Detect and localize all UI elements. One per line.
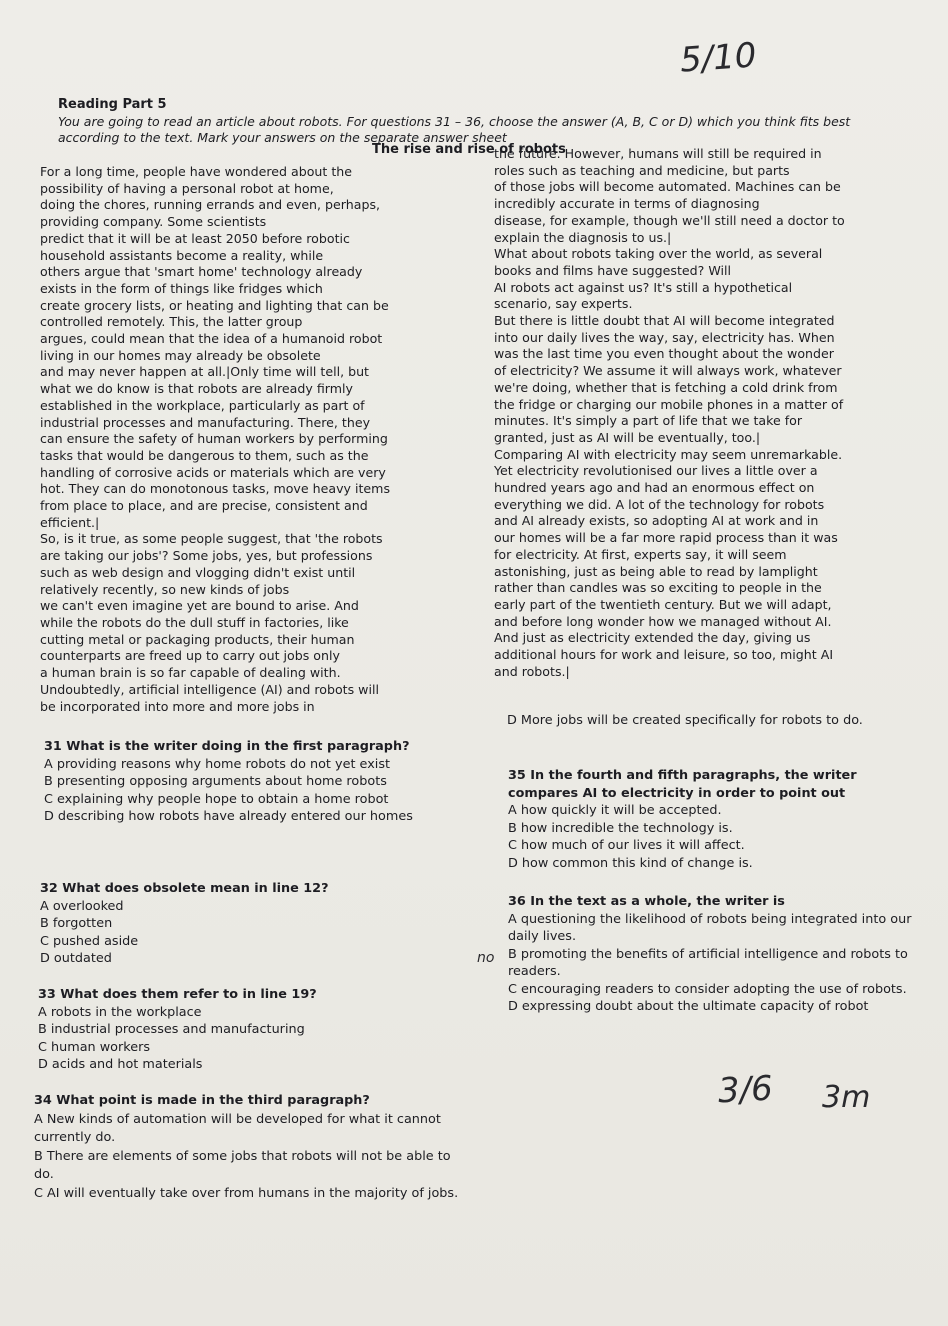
article-right-column: [494, 146, 912, 681]
part-title: Reading Part 5: [58, 97, 167, 112]
q33-option-b[interactable]: B industrial processes and manufacturing: [38, 1022, 305, 1037]
question-35: [508, 767, 913, 872]
text-line: tasks that would be dangerous to them, such as the: [40, 447, 369, 463]
q34-option-c[interactable]: C AI will eventually take over from humans in the majority of jobs.: [34, 1185, 459, 1201]
text-line: of electricity? We assume it will always work, whatever: [494, 363, 842, 379]
text-line: early part of the twentieth century. But we will adapt,: [494, 596, 832, 612]
text-line: create grocery lists, or heating and lighting that can be: [40, 297, 389, 313]
text-line: relatively recently, so new kinds of jobs: [40, 581, 290, 597]
q34-option-b[interactable]: B There are elements of some jobs that robots will not be able to do.: [34, 1148, 451, 1182]
q31-option-d[interactable]: D describing how robots have already entered our homes: [44, 809, 413, 824]
text-line: we're doing, whether that is fetching a cold drink from: [494, 379, 838, 395]
text-line: efficient.|: [40, 514, 100, 530]
question-31-stem: 31 What is the writer doing in the first paragraph?: [44, 739, 410, 754]
text-line: such as web design and vlogging didn't exist until: [40, 564, 356, 580]
text-line: And just as electricity extended the day, giving us: [494, 630, 811, 646]
text-line: explain the diagnosis to us.|: [494, 229, 672, 245]
article-left-column: [40, 164, 460, 715]
text-line: counterparts are freed up to carry out jobs only: [40, 648, 340, 664]
q31-option-c[interactable]: C explaining why people hope to obtain a home robot: [44, 791, 389, 807]
question-36: [508, 893, 918, 1016]
text-line: So, is it true, as some people suggest, that 'the robots: [40, 531, 383, 547]
text-line: what we do know is that robots are already firmly: [40, 381, 353, 397]
q34-option-d[interactable]: D More jobs will be created specifically for robots to do.: [507, 713, 863, 728]
text-line: additional hours for work and leisure, so too, might AI: [494, 647, 834, 663]
text-line: of those jobs will become automated. Machines can be: [494, 179, 841, 195]
text-line: we can't even imagine yet are bound to arise. And: [40, 598, 359, 614]
text-line: our homes will be a far more rapid process than it was: [494, 530, 838, 546]
question-34: [34, 1092, 464, 1203]
question-33-stem: 33 What does them refer to in line 19?: [38, 987, 317, 1002]
q36-option-b[interactable]: B promoting the benefits of artificial intelligence and robots to readers.: [508, 946, 908, 979]
q33-option-c[interactable]: C human workers: [38, 1039, 151, 1055]
text-line: are taking our jobs'? Some jobs, yes, but professions: [40, 548, 373, 564]
q31-option-a[interactable]: A providing reasons why home robots do not yet exist: [44, 756, 391, 772]
q34-option-a[interactable]: A New kinds of automation will be developed for what it cannot currently do.: [34, 1111, 441, 1145]
text-line: household assistants become a reality, while: [40, 247, 324, 263]
text-line: living in our homes may already be obsolete: [40, 347, 321, 363]
text-line: roles such as teaching and medicine, but parts: [494, 162, 790, 178]
article-title: The rise and rise of robots: [372, 142, 566, 157]
question-36-stem: 36 In the text as a whole, the writer is: [508, 894, 785, 909]
text-line: controlled remotely. This, the latter group: [40, 314, 303, 330]
text-line: and may never happen at all.|Only time will tell, but: [40, 364, 369, 380]
text-line: from place to place, and are precise, consistent and: [40, 498, 368, 514]
text-line: doing the chores, running errands and even, perhaps,: [40, 197, 381, 213]
text-line: Yet electricity revolutionised our lives a little over a: [494, 463, 818, 479]
text-line: can ensure the safety of human workers by performing: [40, 431, 388, 447]
text-line: AI robots act against us? It's still a hypothetical: [494, 279, 793, 295]
text-line: established in the workplace, particularly as part of: [40, 397, 365, 413]
text-line: into our daily lives the way, say, electricity has. When: [494, 329, 835, 345]
question-32: [40, 880, 460, 968]
q36-option-c[interactable]: C encouraging readers to consider adopting the use of robots.: [508, 981, 907, 997]
text-line: others argue that 'smart home' technology already: [40, 264, 363, 280]
question-32-stem: 32 What does obsolete mean in line 12?: [40, 881, 329, 896]
q33-option-a[interactable]: A robots in the workplace: [38, 1004, 202, 1020]
question-35-stem: 35 In the fourth and fifth paragraphs, the writer compares AI to electricity in order to point out: [508, 768, 857, 801]
text-line: the future. However, humans will still be required in: [494, 146, 822, 161]
text-line: But there is little doubt that AI will become integrated: [494, 313, 835, 329]
q31-option-b[interactable]: B presenting opposing arguments about home robots: [44, 774, 387, 789]
text-line: exists in the form of things like fridges which: [40, 280, 323, 296]
text-line: minutes. It's simply a part of life that we take for: [494, 413, 803, 429]
q36-option-a[interactable]: A questioning the likelihood of robots being integrated into our daily lives.: [508, 911, 912, 944]
q35-option-d[interactable]: D how common this kind of change is.: [508, 855, 753, 871]
q32-option-b[interactable]: B forgotten: [40, 916, 113, 931]
text-line: while the robots do the dull stuff in factories, like: [40, 614, 349, 630]
text-line: and before long wonder how we managed without AI.: [494, 613, 832, 629]
q32-option-a[interactable]: A overlooked: [40, 898, 124, 914]
q32-option-c[interactable]: C pushed aside: [40, 933, 139, 949]
q32-option-d[interactable]: D outdated: [40, 951, 112, 966]
q35-option-c[interactable]: C how much of our lives it will affect.: [508, 838, 745, 853]
question-31: [44, 738, 464, 826]
text-line: incredibly accurate in terms of diagnosing: [494, 196, 760, 212]
text-line: hot. They can do monotonous tasks, move heavy items: [40, 481, 390, 497]
text-line: scenario, say experts.: [494, 296, 633, 312]
text-line: Undoubtedly, artificial intelligence (AI) and robots will: [40, 681, 379, 697]
text-line: for electricity. At first, experts say, it will seem: [494, 546, 787, 562]
q36-option-d[interactable]: D expressing doubt about the ultimate capacity of robot: [508, 999, 869, 1014]
text-line: and AI already exists, so adopting AI at work and in: [494, 513, 819, 529]
handwritten-score-top: 5/10: [678, 35, 758, 81]
text-line: hundred years ago and had an enormous effect on: [494, 480, 815, 496]
q35-option-a[interactable]: A how quickly it will be accepted.: [508, 803, 722, 818]
text-line: argues, could mean that the idea of a humanoid robot: [40, 331, 383, 347]
text-line: providing company. Some scientists: [40, 214, 267, 230]
handwritten-score-bottom: 3/6: [716, 1068, 774, 1112]
question-33: [38, 986, 458, 1074]
text-line: possibility of having a personal robot at home,: [40, 180, 334, 196]
text-line: the fridge or charging our mobile phones in a matter of: [494, 396, 844, 412]
text-line: a human brain is so far capable of dealing with.: [40, 665, 341, 681]
text-line: astonishing, just as being able to read by lamplight: [494, 563, 818, 579]
text-line: For a long time, people have wondered about the: [40, 164, 353, 179]
text-line: cutting metal or packaging products, their human: [40, 631, 355, 647]
text-line: everything we did. A lot of the technology for robots: [494, 496, 825, 512]
text-line: industrial processes and manufacturing. There, they: [40, 414, 371, 430]
text-line: predict that it will be at least 2050 before robotic: [40, 230, 350, 246]
question-34-stem: 34 What point is made in the third paragraph?: [34, 1093, 370, 1108]
text-line: and robots.|: [494, 663, 570, 679]
text-line: books and films have suggested? Will: [494, 262, 732, 278]
text-line: Comparing AI with electricity may seem unremarkable.: [494, 446, 843, 462]
text-line: be incorporated into more and more jobs in: [40, 698, 315, 714]
q33-option-d[interactable]: D acids and hot materials: [38, 1057, 203, 1072]
text-line: rather than candles was so exciting to people in the: [494, 580, 822, 596]
text-line: handling of corrosive acids or materials which are very: [40, 464, 386, 480]
text-line: disease, for example, though we'll still need a doctor to: [494, 212, 845, 228]
handwritten-margin-note: no: [477, 950, 495, 966]
text-line: was the last time you even thought about the wonder: [494, 346, 834, 362]
instructions: You are going to read an article about robots. For questions 31 – 36, choose the answer (A, B, C or D) which you think fits best according to the text. Mark your answers on the separate answer sheet: [58, 114, 851, 145]
text-line: What about robots taking over the world, as several: [494, 246, 823, 262]
q35-option-b[interactable]: B how incredible the technology is.: [508, 820, 733, 836]
text-line: granted, just as AI will be eventually, too.|: [494, 429, 761, 445]
handwritten-score-bottom-2: 3m: [822, 1080, 871, 1115]
